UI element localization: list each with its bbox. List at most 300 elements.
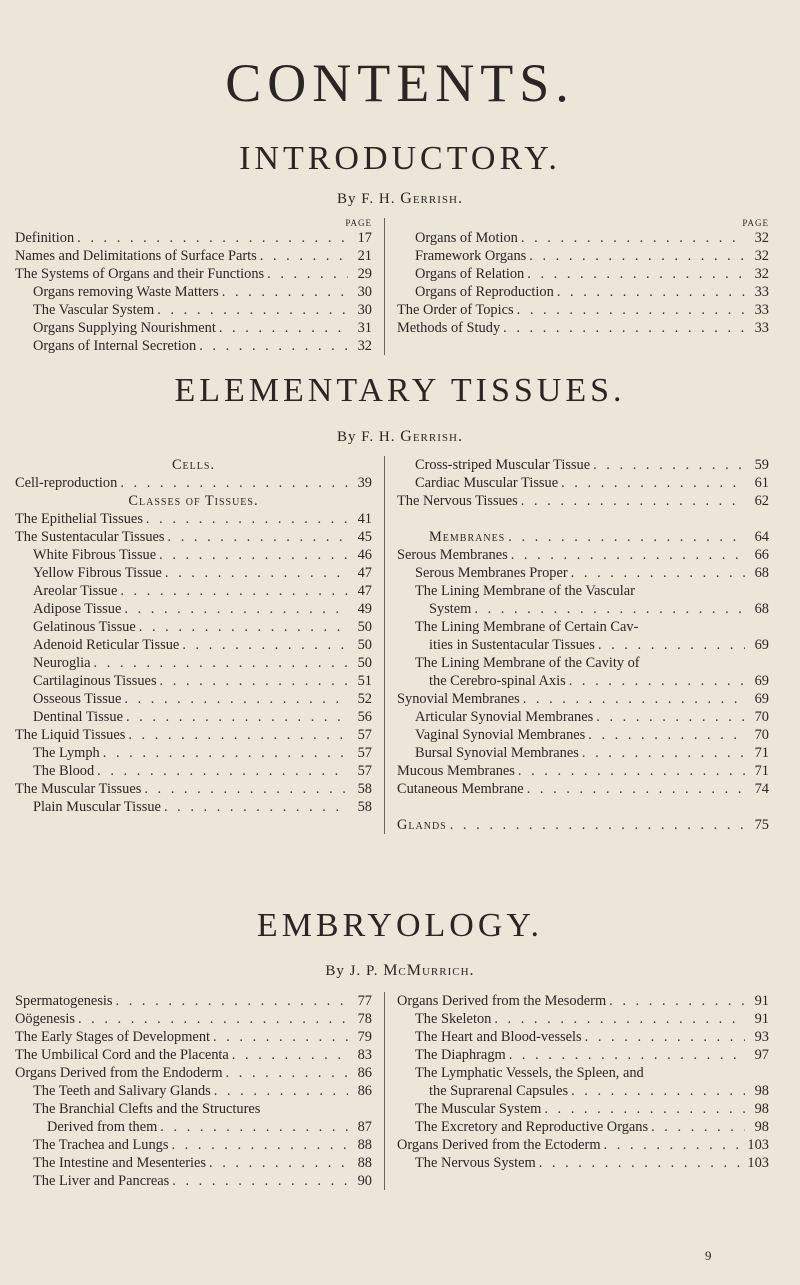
toc-entry[interactable]	[397, 1154, 769, 1172]
toc-entry-label: Areolar Tissue	[33, 583, 118, 599]
toc-entry[interactable]	[397, 618, 769, 636]
toc-entry-label: The Heart and Blood-vessels	[415, 1029, 582, 1045]
left-column	[15, 992, 385, 1190]
toc-entry-label: Cartilaginous Tissues	[33, 673, 157, 689]
toc-entry-label: Organs of Reproduction	[415, 284, 554, 300]
spacer	[397, 510, 769, 528]
toc-entry-label: Organs of Relation	[415, 266, 525, 282]
toc-entry[interactable]	[15, 672, 372, 690]
toc-entry[interactable]	[15, 1136, 372, 1154]
toc-entry-page: 56	[357, 709, 372, 725]
right-column	[385, 992, 769, 1190]
toc-entry-label: Synovial Membranes	[397, 691, 520, 707]
toc-entry-page: 32	[357, 338, 372, 354]
toc-entry-page: 57	[357, 763, 372, 779]
toc-entry-label: The Umbilical Cord and the Placenta	[15, 1047, 229, 1063]
toc-entry-label: Framework Organs	[415, 248, 527, 264]
toc-entry-label: Names and Delimitations of Surface Parts	[15, 248, 257, 264]
toc-entry-label: Mucous Membranes	[397, 763, 515, 779]
toc-entry-page: 93	[754, 1029, 769, 1045]
leader-dots	[211, 1082, 348, 1100]
leader-dots	[143, 510, 348, 528]
toc-entry[interactable]	[397, 708, 769, 726]
toc-entry[interactable]	[15, 992, 372, 1010]
toc-entry-label: ities in Sustentacular Tissues	[429, 637, 595, 653]
toc-entry-page: 75	[754, 817, 769, 833]
toc-entry[interactable]	[397, 492, 769, 510]
leader-dots	[582, 1028, 745, 1046]
toc-entry[interactable]	[397, 726, 769, 744]
leader-dots	[179, 636, 348, 654]
leader-dots	[593, 708, 745, 726]
leader-dots	[117, 474, 348, 492]
leader-dots	[223, 1064, 348, 1082]
toc-entry-page: 30	[357, 302, 372, 318]
toc-entry-label: Spermatogenesis	[15, 993, 113, 1009]
leader-dots	[117, 582, 348, 600]
toc-entry-page: 30	[357, 284, 372, 300]
toc-entry-page: 61	[754, 475, 769, 491]
toc-entry-page: 66	[754, 547, 769, 563]
toc-entry[interactable]	[397, 1028, 769, 1046]
toc-entry-page: 32	[754, 266, 769, 282]
toc-entry[interactable]	[397, 528, 769, 546]
toc-entry-label: Osseous Tissue	[33, 691, 122, 707]
toc-entry-label: Neuroglia	[33, 655, 91, 671]
toc-entry-label: The Systems of Organs and their Functions	[15, 266, 265, 282]
toc-entry-label: Vaginal Synovial Membranes	[415, 727, 586, 743]
author-name: Gerrish.	[400, 190, 463, 207]
toc-entry-label: Cross-striped Muscular Tissue	[415, 457, 591, 473]
toc-entry-label: The Sustentacular Tissues	[15, 529, 165, 545]
toc-entry-page: 86	[357, 1065, 372, 1081]
toc-entry[interactable]	[397, 780, 769, 798]
byline-prefix: By F. H.	[337, 191, 396, 207]
leader-dots	[541, 1100, 745, 1118]
spacer	[397, 798, 769, 816]
toc-entry-label: The Lining Membrane of the Cavity of	[415, 655, 640, 671]
toc-entry-label: Glands	[397, 817, 447, 833]
leader-dots	[558, 474, 745, 492]
leader-dots	[123, 708, 348, 726]
author-name: Gerrish.	[400, 428, 463, 445]
toc-entry[interactable]	[397, 247, 769, 265]
toc-entry-label: The Muscular System	[415, 1101, 542, 1117]
leader-dots	[500, 319, 745, 337]
leader-dots	[165, 528, 349, 546]
toc-entry[interactable]	[15, 1154, 372, 1172]
toc-entry[interactable]	[397, 816, 769, 834]
section-elementary-tissues	[0, 456, 800, 834]
toc-entry-page: 77	[357, 993, 372, 1009]
author-name: McMurrich.	[383, 962, 475, 979]
leader-dots	[491, 1010, 745, 1028]
toc-entry[interactable]	[397, 1046, 769, 1064]
toc-entry[interactable]	[397, 672, 769, 690]
toc-entry[interactable]	[397, 283, 769, 301]
toc-entry-page: 69	[754, 673, 769, 689]
leader-dots	[554, 283, 745, 301]
toc-entry-label: Cardiac Muscular Tissue	[415, 475, 559, 491]
leader-dots	[162, 564, 348, 582]
leader-dots	[447, 816, 745, 834]
toc-entry[interactable]	[397, 1010, 769, 1028]
toc-entry[interactable]	[15, 582, 372, 600]
toc-entry[interactable]	[15, 744, 372, 762]
toc-entry[interactable]	[15, 510, 372, 528]
leader-dots	[585, 726, 745, 744]
toc-entry-label: Definition	[15, 230, 75, 246]
toc-entry[interactable]	[15, 1046, 372, 1064]
toc-entry[interactable]	[397, 1136, 769, 1154]
leader-dots	[91, 654, 348, 672]
leader-dots	[216, 319, 348, 337]
toc-entry[interactable]	[397, 546, 769, 564]
toc-entry-page: 62	[754, 493, 769, 509]
toc-entry-page: 39	[357, 475, 372, 491]
toc-entry[interactable]	[397, 690, 769, 708]
toc-entry[interactable]	[15, 654, 372, 672]
toc-entry-label: Methods of Study	[397, 320, 501, 336]
toc-entry[interactable]	[15, 1082, 372, 1100]
toc-entry[interactable]	[15, 636, 372, 654]
toc-entry[interactable]	[15, 600, 372, 618]
toc-entry-label: The Trachea and Lungs	[33, 1137, 169, 1153]
leader-dots	[121, 600, 348, 618]
leader-dots	[566, 672, 745, 690]
toc-entry-page: 29	[357, 266, 372, 282]
toc-entry-page: 90	[357, 1173, 372, 1189]
toc-entry-label: The Nervous System	[415, 1155, 536, 1171]
toc-entry[interactable]	[15, 708, 372, 726]
toc-entry-label: Adenoid Reticular Tissue	[33, 637, 180, 653]
leader-dots	[648, 1118, 745, 1136]
toc-entry-label: The Skeleton	[415, 1011, 492, 1027]
toc-entry-page: 98	[754, 1101, 769, 1117]
toc-entry-label: Dentinal Tissue	[33, 709, 123, 725]
leader-dots	[206, 1154, 348, 1172]
toc-entry-page: 50	[357, 655, 372, 671]
toc-entry-page: 58	[357, 799, 372, 815]
toc-entry-label: The Nervous Tissues	[397, 493, 518, 509]
leader-dots	[471, 600, 745, 618]
toc-entry-page: 41	[357, 511, 372, 527]
toc-entry-page: 52	[357, 691, 372, 707]
section-heading-elementary-tissues: ELEMENTARY TISSUES.	[174, 372, 626, 409]
toc-entry-page: 69	[754, 637, 769, 653]
leader-dots	[156, 546, 348, 564]
toc-entry-page: 83	[357, 1047, 372, 1063]
toc-entry-label: Plain Muscular Tissue	[33, 799, 161, 815]
page-column-header: PAGE	[345, 218, 372, 228]
toc-entry-label: The Epithelial Tissues	[15, 511, 143, 527]
leader-dots	[157, 1118, 348, 1136]
toc-entry[interactable]	[397, 992, 769, 1010]
leader-dots	[141, 780, 348, 798]
toc-entry-label: The Intestine and Mesenteries	[33, 1155, 207, 1171]
toc-entry[interactable]	[15, 780, 372, 798]
leader-dots	[568, 564, 745, 582]
toc-entry[interactable]	[397, 265, 769, 283]
byline-elementary-tissues	[0, 428, 800, 446]
toc-entry[interactable]	[15, 762, 372, 780]
leader-dots	[229, 1046, 348, 1064]
toc-entry[interactable]	[15, 301, 372, 319]
leader-dots	[121, 690, 348, 708]
toc-entry-page: 79	[357, 1029, 372, 1045]
toc-entry-label: The Lining Membrane of the Vascular	[415, 583, 635, 599]
toc-entry-label: The Order of Topics	[397, 302, 514, 318]
toc-entry-label: The Blood	[33, 763, 95, 779]
toc-entry-page: 88	[357, 1155, 372, 1171]
leader-dots	[161, 798, 348, 816]
toc-entry-label: Articular Synovial Membranes	[415, 709, 594, 725]
toc-entry-page: 33	[754, 320, 769, 336]
section-heading-embryology: EMBRYOLOGY.	[256, 907, 544, 944]
toc-entry-label: The Early Stages of Development	[15, 1029, 211, 1045]
section-introductory	[0, 218, 800, 355]
toc-entry[interactable]	[397, 1100, 769, 1118]
toc-entry[interactable]	[15, 247, 372, 265]
toc-entry-label: Organs removing Waste Matters	[33, 284, 219, 300]
toc-entry[interactable]	[15, 265, 372, 283]
toc-entry-label: the Cerebro-spinal Axis	[429, 673, 566, 689]
toc-entry[interactable]	[397, 319, 769, 337]
toc-entry-label: Gelatinous Tissue	[33, 619, 136, 635]
toc-entry-page: 86	[357, 1083, 372, 1099]
leader-dots	[536, 1154, 745, 1172]
toc-entry-label: The Excretory and Reproductive Organs	[415, 1119, 649, 1135]
leader-dots	[518, 229, 745, 247]
toc-entry-page: 88	[357, 1137, 372, 1153]
toc-entry-page: 87	[357, 1119, 372, 1135]
leader-dots	[524, 265, 745, 283]
toc-entry-label: The Lining Membrane of Certain Cav-	[415, 619, 639, 635]
toc-entry-page: 33	[754, 302, 769, 318]
toc-entry[interactable]	[15, 528, 372, 546]
toc-entry-label: Bursal Synovial Membranes	[415, 745, 579, 761]
toc-entry[interactable]	[397, 762, 769, 780]
toc-entry[interactable]	[15, 474, 372, 492]
toc-entry-label: The Branchial Clefts and the Structures	[33, 1101, 261, 1117]
toc-entry-label: Membranes	[429, 529, 506, 545]
toc-entry-label: Serous Membranes Proper	[415, 565, 568, 581]
right-column	[385, 456, 769, 834]
toc-entry-page: 64	[754, 529, 769, 545]
toc-entry[interactable]	[15, 1172, 372, 1190]
toc-entry[interactable]	[397, 1118, 769, 1136]
toc-entry-label: Adipose Tissue	[33, 601, 122, 617]
toc-entry-label: The Liver and Pancreas	[33, 1173, 170, 1189]
toc-entry-label: Oögenesis	[15, 1011, 75, 1027]
toc-entry-label: The Liquid Tissues	[15, 727, 126, 743]
leader-dots	[157, 672, 348, 690]
toc-entry-label: The Muscular Tissues	[15, 781, 142, 797]
toc-entry[interactable]	[397, 600, 769, 618]
toc-entry-page: 103	[747, 1137, 769, 1153]
toc-entry-page: 69	[754, 691, 769, 707]
toc-entry-label: Yellow Fibrous Tissue	[33, 565, 162, 581]
toc-entry-page: 103	[747, 1155, 769, 1171]
toc-entry-page: 68	[754, 565, 769, 581]
section-heading-introductory: INTRODUCTORY.	[239, 140, 561, 177]
leader-dots	[515, 762, 745, 780]
toc-entry-page: 21	[357, 248, 372, 264]
toc-entry[interactable]	[397, 229, 769, 247]
toc-entry[interactable]	[397, 474, 769, 492]
toc-entry-page: 32	[754, 230, 769, 246]
page-column-header: PAGE	[742, 218, 769, 228]
toc-entry[interactable]	[15, 726, 372, 744]
toc-entry[interactable]	[15, 1100, 372, 1118]
toc-entry[interactable]	[397, 564, 769, 582]
toc-entry-page: 58	[357, 781, 372, 797]
toc-entry-page: 47	[357, 583, 372, 599]
toc-entry-page: 57	[357, 745, 372, 761]
leader-dots	[595, 636, 745, 654]
toc-subheading: Classes of Tissues.	[128, 493, 259, 509]
leader-dots	[136, 618, 348, 636]
toc-entry-label: Organs of Motion	[415, 230, 518, 246]
toc-entry-page: 70	[754, 727, 769, 743]
toc-entry-label: Cutaneous Membrane	[397, 781, 524, 797]
toc-entry-label: System	[429, 601, 472, 617]
toc-entry[interactable]	[15, 229, 372, 247]
leader-dots	[568, 1082, 745, 1100]
section-embryology	[0, 992, 800, 1190]
leader-dots	[505, 528, 745, 546]
toc-entry-page: 71	[754, 763, 769, 779]
toc-entry-page: 50	[357, 619, 372, 635]
leader-dots	[94, 762, 348, 780]
toc-entry-page: 71	[754, 745, 769, 761]
leader-dots	[210, 1028, 348, 1046]
toc-entry-page: 46	[357, 547, 372, 563]
toc-entry[interactable]	[15, 1028, 372, 1046]
toc-entry[interactable]	[397, 456, 769, 474]
toc-entry-label: The Teeth and Salivary Glands	[33, 1083, 211, 1099]
toc-entry-page: 45	[357, 529, 372, 545]
byline-introductory	[0, 190, 800, 208]
toc-entry[interactable]	[15, 319, 372, 337]
toc-entry[interactable]	[15, 798, 372, 816]
toc-entry-label: Organs Derived from the Endoderm	[15, 1065, 223, 1081]
toc-entry-label: Serous Membranes	[397, 547, 508, 563]
toc-entry-label: the Suprarenal Capsules	[429, 1083, 569, 1099]
leader-dots	[579, 744, 745, 762]
leader-dots	[196, 337, 348, 355]
toc-entry[interactable]	[15, 1010, 372, 1028]
page-title: CONTENTS.	[225, 53, 575, 113]
leader-dots	[169, 1172, 348, 1190]
toc-entry[interactable]	[397, 1064, 769, 1082]
toc-entry-page: 98	[754, 1083, 769, 1099]
leader-dots	[219, 283, 348, 301]
leader-dots	[508, 546, 745, 564]
toc-entry-page: 50	[357, 637, 372, 653]
toc-entry-page: 31	[357, 320, 372, 336]
leader-dots	[100, 744, 348, 762]
toc-entry-label: The Diaphragm	[415, 1047, 506, 1063]
leader-dots	[113, 992, 348, 1010]
toc-entry-page: 33	[754, 284, 769, 300]
toc-entry[interactable]	[15, 337, 372, 355]
toc-entry-label: Organs Supplying Nourishment	[33, 320, 216, 336]
leader-dots	[74, 229, 348, 247]
toc-entry-page: 32	[754, 248, 769, 264]
toc-entry[interactable]	[15, 1064, 372, 1082]
toc-entry-page: 17	[357, 230, 372, 246]
leader-dots	[518, 492, 745, 510]
byline-prefix: By F. H.	[337, 429, 396, 445]
toc-entry[interactable]	[397, 654, 769, 672]
leader-dots	[264, 265, 348, 283]
toc-entry[interactable]	[15, 546, 372, 564]
toc-entry[interactable]	[15, 690, 372, 708]
left-column	[15, 456, 385, 834]
leader-dots	[75, 1010, 348, 1028]
toc-entry-label: The Lymph	[33, 745, 100, 761]
toc-entry-page: 78	[357, 1011, 372, 1027]
toc-entry[interactable]	[397, 1082, 769, 1100]
toc-entry-page: 59	[754, 457, 769, 473]
leader-dots	[168, 1136, 348, 1154]
toc-entry-label: Organs Derived from the Mesoderm	[397, 993, 607, 1009]
toc-entry-page: 49	[357, 601, 372, 617]
toc-entry-label: The Lymphatic Vessels, the Spleen, and	[415, 1065, 644, 1081]
toc-entry[interactable]	[15, 1118, 372, 1136]
leader-dots	[606, 992, 745, 1010]
toc-entry[interactable]	[397, 582, 769, 600]
toc-entry[interactable]	[397, 301, 769, 319]
leader-dots	[506, 1046, 745, 1064]
toc-entry-label: Organs of Internal Secretion	[33, 338, 197, 354]
toc-entry-page: 57	[357, 727, 372, 743]
leader-dots	[154, 301, 348, 319]
toc-entry-page: 47	[357, 565, 372, 581]
leader-dots	[590, 456, 745, 474]
left-column	[15, 218, 385, 355]
toc-entry[interactable]	[15, 564, 372, 582]
toc-entry-page: 97	[754, 1047, 769, 1063]
toc-entry[interactable]	[397, 744, 769, 762]
leader-dots	[526, 247, 745, 265]
toc-entry[interactable]	[15, 618, 372, 636]
right-column	[385, 218, 769, 355]
toc-entry-label: Organs Derived from the Ectoderm	[397, 1137, 601, 1153]
leader-dots	[514, 301, 745, 319]
toc-entry-label: White Fibrous Tissue	[33, 547, 157, 563]
toc-entry-label: Derived from them	[47, 1119, 158, 1135]
page-number: 9	[705, 1248, 712, 1263]
toc-entry-page: 74	[754, 781, 769, 797]
toc-entry[interactable]	[15, 283, 372, 301]
toc-entry-page: 51	[357, 673, 372, 689]
leader-dots	[257, 247, 348, 265]
byline-embryology	[0, 962, 800, 980]
toc-entry-label: The Vascular System	[33, 302, 155, 318]
leader-dots	[601, 1136, 745, 1154]
leader-dots	[520, 690, 745, 708]
toc-entry-label: Cell-reproduction	[15, 475, 118, 491]
leader-dots	[125, 726, 348, 744]
leader-dots	[524, 780, 745, 798]
toc-entry-page: 91	[754, 1011, 769, 1027]
toc-entry-page: 91	[754, 993, 769, 1009]
toc-entry[interactable]	[397, 636, 769, 654]
toc-entry-page: 98	[754, 1119, 769, 1135]
byline-prefix: By J. P.	[325, 963, 379, 979]
